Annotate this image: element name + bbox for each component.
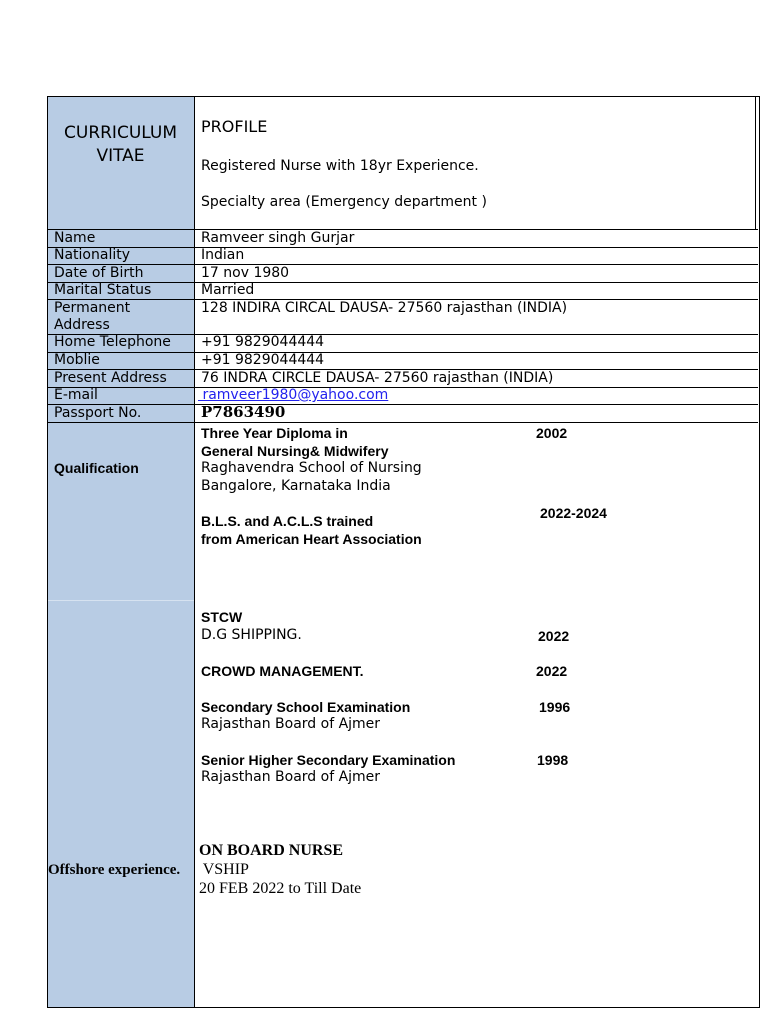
qual-diploma-year: 2002 [536,425,568,441]
cv-title [47,122,194,168]
qualification-label: Qualification [54,460,139,476]
row-divider [47,264,758,265]
row-divider [47,247,758,248]
value-nationality: Indian [201,247,245,263]
label-name: Name [54,230,96,246]
column-divider [194,96,195,1007]
row-divider [47,404,758,405]
qual-diploma-school: Raghavendra School of Nursing [201,460,422,476]
label-passport: Passport No. [54,405,142,421]
row-divider [47,352,758,353]
qual-bls-year: 2022-2024 [540,505,607,521]
label-present-address: Present Address [54,370,167,386]
qual-bls-title: B.L.S. and A.C.L.S trained [201,513,374,529]
offshore-role: ON BOARD NURSE [199,842,344,859]
value-present-address: 76 INDRA CIRCLE DAUSA- 27560 rajasthan (INDIA) [201,370,554,386]
qual-stcw-issuer: D.G SHIPPING. [201,627,302,643]
row-divider [47,229,758,230]
value-mobile: +91 9829044444 [201,352,325,368]
label-email: E-mail [54,387,98,403]
label-permanent-address-line2: Address [54,317,110,333]
cv-document [47,96,760,1008]
email-link[interactable]: ramveer1980@yahoo.com [198,387,389,403]
qual-diploma-location: Bangalore, Karnataka India [201,478,391,494]
profile-summary: Registered Nurse with 18yr Experience. [201,158,479,174]
qual-stcw-title: STCW [201,609,243,625]
qual-secondary-year: 1996 [539,699,571,715]
label-nationality: Nationality [54,247,131,263]
value-passport: P7863490 [201,403,286,421]
profile-specialty: Specialty area (Emergency department ) [201,194,487,210]
label-home-telephone: Home Telephone [54,334,171,350]
label-date-of-birth: Date of Birth [54,265,144,281]
label-permanent-address: Permanent [54,300,131,316]
label-marital-status: Marital Status [54,282,152,298]
value-date-of-birth: 17 nov 1980 [201,265,290,281]
offshore-period: 20 FEB 2022 to Till Date [199,880,362,897]
value-marital-status: Married [201,282,255,298]
qual-crowd-year: 2022 [536,663,568,679]
row-divider [47,422,758,423]
cv-title-line1: CURRICULUM [64,123,177,143]
qual-senior-year: 1998 [537,752,569,768]
qual-diploma-title: Three Year Diploma in [201,425,348,441]
profile-right-border [755,96,756,229]
qual-bls-title-line2: from American Heart Association [201,531,422,547]
qual-secondary-board: Rajasthan Board of Ajmer [201,716,381,732]
offshore-label: Offshore experience. [48,862,181,878]
row-divider [47,282,758,283]
row-divider [47,387,758,388]
offshore-company: VSHIP [199,861,249,878]
label-mobile: Moblie [54,352,100,368]
value-name: Ramveer singh Gurjar [201,230,355,246]
qual-senior-board: Rajasthan Board of Ajmer [201,769,381,785]
qual-crowd-title: CROWD MANAGEMENT. [201,663,364,679]
qual-stcw-year: 2022 [538,628,570,644]
qual-diploma-title-line2: General Nursing& Midwifery [201,443,389,459]
value-permanent-address: 128 INDIRA CIRCAL DAUSA- 27560 rajasthan (INDIA) [201,300,568,316]
section-divider [48,600,194,601]
qual-secondary-title: Secondary School Examination [201,699,411,715]
profile-heading: PROFILE [201,117,268,136]
qual-senior-title: Senior Higher Secondary Examination [201,752,456,768]
value-home-telephone: +91 9829044444 [201,334,325,350]
cv-title-line2: VITAE [96,146,145,166]
